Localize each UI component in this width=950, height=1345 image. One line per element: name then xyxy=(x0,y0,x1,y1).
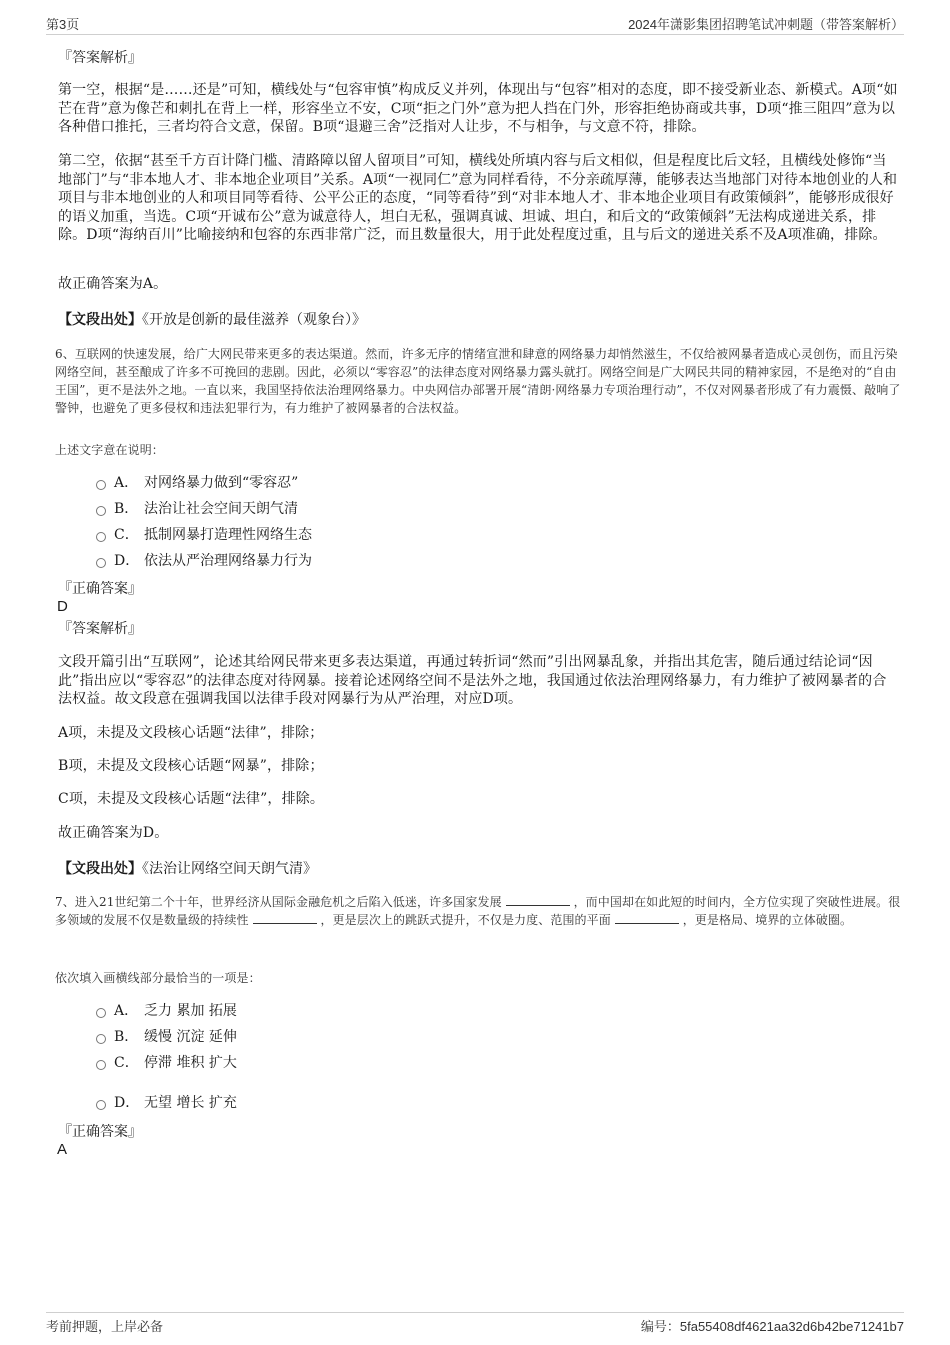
page-footer xyxy=(46,1312,904,1335)
q6-option-d[interactable]: D． 依法从严治理网络暴力行为 xyxy=(96,552,312,572)
radio-icon[interactable] xyxy=(96,1008,106,1018)
q7-answer: A xyxy=(57,1141,68,1158)
q5-analysis-label: 『答案解析』 xyxy=(58,50,142,66)
q6-option-b[interactable]: B． 法治让社会空间天朗气清 xyxy=(96,500,298,520)
q6-exclude-b: B项，未提及文段核心话题“网暴”，排除； xyxy=(58,758,324,774)
source-title: 《开放是创新的最佳滋养（观象台）》 xyxy=(142,312,366,328)
q7-answer-label: 『正确答案』 xyxy=(58,1124,142,1140)
radio-icon[interactable] xyxy=(96,1100,106,1110)
footer-code: 编号：5fa55408df4621aa32d6b42be71241b7 xyxy=(640,1319,904,1334)
radio-icon[interactable] xyxy=(96,532,106,542)
page-header xyxy=(46,14,904,35)
q5-source xyxy=(58,309,366,329)
radio-icon[interactable] xyxy=(96,1034,106,1044)
page-number: 第3页 xyxy=(46,17,80,32)
source-title: 《法治让网络空间天朗气清》 xyxy=(142,861,317,877)
source-label: 【文段出处】 xyxy=(58,861,142,877)
q7-option-b[interactable]: B． 缓慢 沉淀 延伸 xyxy=(96,1028,237,1048)
q6-source xyxy=(58,858,317,878)
q6-answer: D xyxy=(57,598,68,615)
q7-prompt: 依次填入画横线部分最恰当的一项是： xyxy=(55,971,261,985)
blank-1 xyxy=(506,893,570,906)
blank-2 xyxy=(253,911,317,924)
q6-option-c[interactable]: C． 抵制网暴打造理性网络生态 xyxy=(96,526,312,546)
q6-analysis-label: 『答案解析』 xyxy=(58,621,142,637)
document-title: 2024年潇影集团招聘笔试冲刺题（带答案解析） xyxy=(628,17,904,32)
q7-option-d[interactable]: D． 无望 增长 扩充 xyxy=(96,1094,237,1114)
radio-icon[interactable] xyxy=(96,480,106,490)
q5-conclusion: 故正确答案为A。 xyxy=(58,276,168,292)
source-label: 【文段出处】 xyxy=(58,312,142,328)
q6-stem: 6、互联网的快速发展，给广大网民带来更多的表达渠道。然而，许多无序的情绪宣泄和肆意的网络暴力却悄然滋生，不仅给被网暴者造成心灵创伤，而且污染网络空间，甚至酿成了许多不可挽回的悲剧。因此，必须以“零容忍”的法律态度对网络暴力露头就打。网络空间是广大网民共同的精神家园，不是绝对的“自由王国”，更不是法外之地。一直以来，我国坚持依法治理网络暴力。中央网信办部署开展“清朗·网络暴力专项治理行动”，不仅对网暴者形成了有力震慑、敲响了警钟，也避免了更多侵权和违法犯罪行为，有力维护了被网暴者的合法权益。 xyxy=(55,347,901,415)
q7-option-a[interactable]: A． 乏力 累加 拓展 xyxy=(96,1002,237,1022)
q6-answer-label: 『正确答案』 xyxy=(58,581,142,597)
radio-icon[interactable] xyxy=(96,506,106,516)
q6-option-a[interactable]: A． 对网络暴力做到“零容忍” xyxy=(96,474,298,494)
radio-icon[interactable] xyxy=(96,558,106,568)
q6-exclude-c: C项，未提及文段核心话题“法律”，排除。 xyxy=(58,791,325,807)
q6-exclude-a: A项，未提及文段核心话题“法律”，排除； xyxy=(58,725,324,741)
q7-option-c[interactable]: C． 停滞 堆积 扩大 xyxy=(96,1054,237,1074)
q5-analysis-para2: 第二空，依据“甚至千方百计降门槛、清路障以留人留项目”可知，横线处所填内容与后文相似，但是程度比后文轻，且横线处修饰“当地部门”与“非本地人才、非本地企业项目”关系。A项“一视同仁”意为同样看待，不分亲疏厚薄，能够表达当地部门对待本地创业的人和项目与非本地创业的人和项目同等看待、公平公正的态度，“同等看待”到“对非本地人才、非本地企业项目有政策倾斜”，能够形成很好的语义加重，当选。C项“开诚布公”意为诚意待人，坦白无私，强调真诚、坦诚、坦白，和后文的“政策倾斜”无法构成递进关系，排除。D项“海纳百川”比喻接纳和包容的东西非常广泛，而且数量很大，用于此处程度过重，且与后文的递进关系不及A项准确，排除。 xyxy=(58,153,898,243)
blank-3 xyxy=(615,911,679,924)
q5-analysis-para1: 第一空，根据“是……还是”可知，横线处与“包容审慎”构成反义并列，体现出与“包容”相对的态度，即不接受新业态、新模式。A项“如芒在背”意为像芒和刺扎在背上一样，形容坐立不安，C项“拒之门外”意为把人挡在门外，形容拒绝协商或共事，D项“推三阻四”意为以各种借口推托，三者均符合文意，保留。B项“退避三舍”泛指对人让步，不与相争，与文意不符，排除。 xyxy=(58,82,898,135)
q6-analysis: 文段开篇引出“互联网”，论述其给网民带来更多表达渠道，再通过转折词“然而”引出网暴乱象，并指出其危害，随后通过结论词“因此”指出应以“零容忍”的法律态度对待网暴。接着论述网络空间不是法外之地，我国通过依法治理网络暴力，有力维护了被网暴者的合法权益。故文段意在强调我国以法律手段对网暴行为从严治理，对应D项。 xyxy=(58,654,887,707)
radio-icon[interactable] xyxy=(96,1060,106,1070)
q6-prompt: 上述文字意在说明： xyxy=(55,443,164,457)
footer-slogan: 考前押题，上岸必备 xyxy=(46,1319,164,1334)
q6-conclusion: 故正确答案为D。 xyxy=(58,825,169,841)
q7-stem: 7、进入21世纪第二个十年，世界经济从国际金融危机之后陷入低迷，许多国家发展 ，而中国却在如此短的时间内，全方位实现了突破性进展。很多领域的发展不仅是数量级的持续性 ，更是层次上的跳跃式提升，不仅是力度、范围的平面 ，更是格局、境界的立体破圈。 xyxy=(55,895,901,927)
